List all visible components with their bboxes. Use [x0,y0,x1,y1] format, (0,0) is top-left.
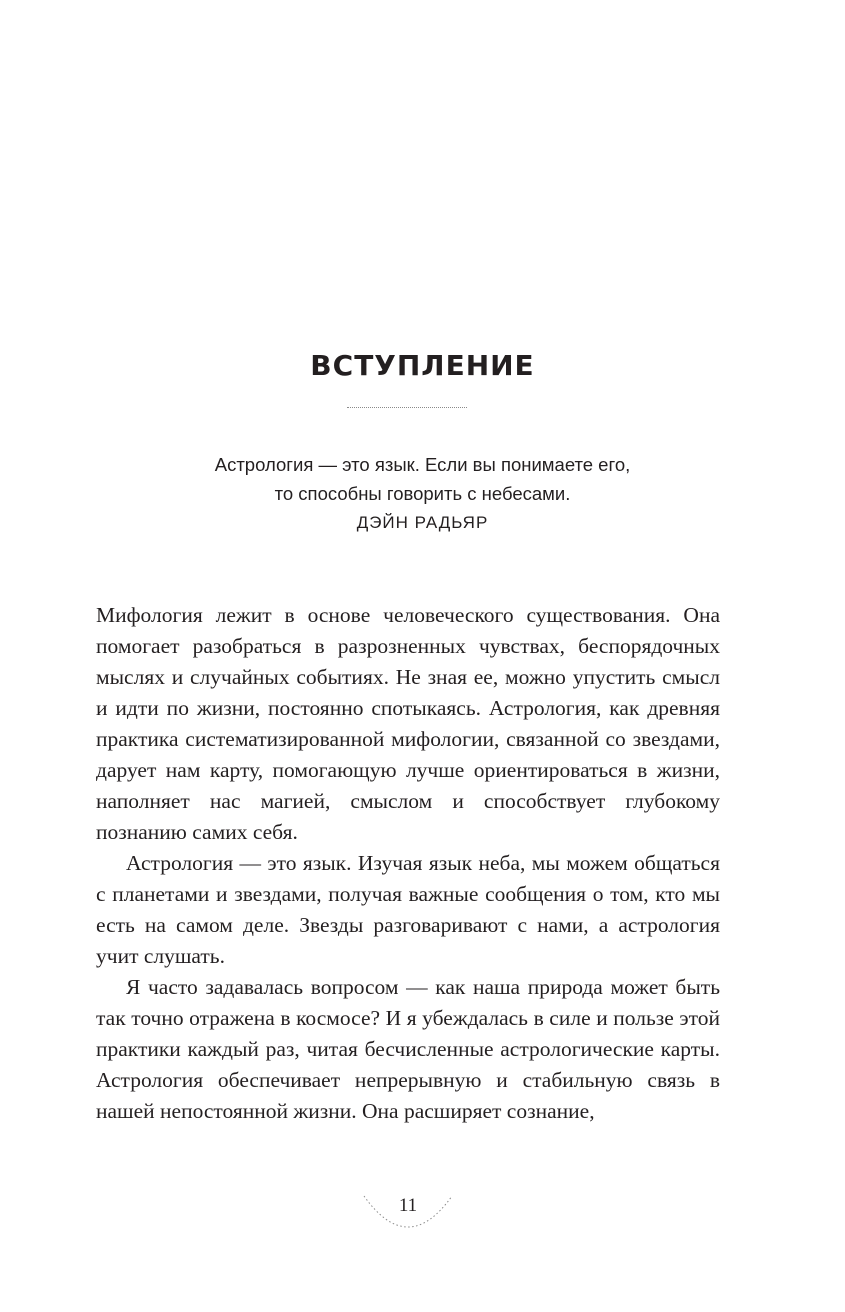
epigraph-author: ДЭЙН РАДЬЯР [356,513,489,532]
paragraph: Мифология лежит в основе человеческого существования. Она помогает разобраться в разрозненных чувствах, беспорядочных мыслях и случайных событиях. Не зная ее, можно упустить смысл и идти по жизни, постоянно спотыкаясь. Астрология, как древняя практика систематизированной мифологии, связанной со звездами, дарует нам карту, помогающую лучше ориентироваться в жизни, наполняет нас магией, смыслом и способствует глубокому познанию самих себя. [96,603,720,844]
page-number: 11 [398,1195,418,1216]
title-divider [347,407,467,408]
epigraph [0,450,845,537]
chapter-title: ВСТУПЛЕНИЕ [310,349,535,382]
body-text [96,600,720,1127]
epigraph-line: Астрология — это язык. Если вы понимаете его, [214,454,631,475]
epigraph-line: то способны говорить с небесами. [274,483,571,504]
paragraph: Астрология — это язык. Изучая язык неба, мы можем общаться с планетами и звездами, получая важные сообщения о том, кто мы есть на самом деле. Звезды разговаривают с нами, а астрология учит слушать. [96,851,720,968]
paragraph: Я часто задавалась вопросом — как наша природа может быть так точно отражена в космосе? И я убеждалась в силе и пользе этой практики каждый раз, читая бесчисленные астрологические карты. Астрология обеспечивает непрерывную и стабильную связь в нашей непостоянной жизни. Она расширяет сознание, [96,975,720,1123]
